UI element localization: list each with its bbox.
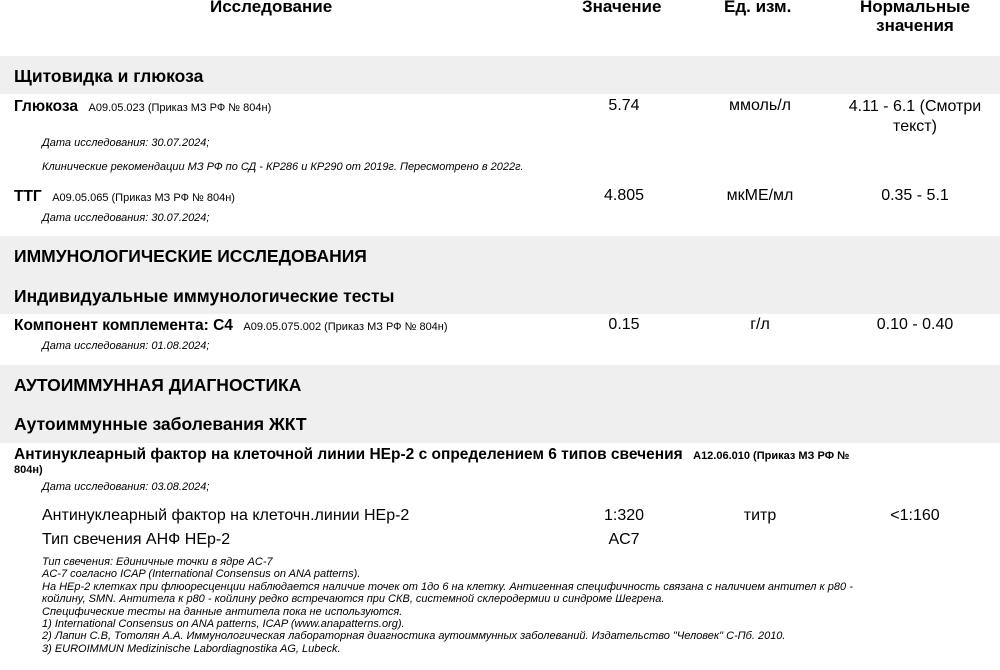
header-unit: Ед. изм. xyxy=(724,0,792,16)
header-test: Исследование xyxy=(210,0,333,16)
norm-glucose-line2: текст) xyxy=(893,118,937,135)
test-code-ana: A12.06.010 (Приказ МЗ РФ № xyxy=(693,450,850,462)
ana-row2-label: Тип свечения АНФ HEp-2 xyxy=(42,531,231,548)
comment-glucose: Клинические рекомендации МЗ РФ по СД - КР286 и КР290 от 2019г. Пересмотрено в 2022г. xyxy=(42,161,524,173)
unit-glucose: ммоль/л xyxy=(729,97,791,114)
ana-note: 2) Лапин С.В, Тотолян А.А. Иммунологическая лабораторная диагностика аутоиммунных заболеваний. Издательство "Человек" С-Пб. 2010. xyxy=(42,630,786,643)
ana-note: На HEp-2 клетках при флюоресценции наблюдается наличие точек от 1до 6 на клетку. Антигенная специфичность связана с наличием антител к p80 - xyxy=(42,580,853,593)
test-code-ana-line2: 804н) xyxy=(14,464,43,476)
norm-glucose-line1: 4.11 - 6.1 (Смотри xyxy=(848,98,982,115)
unit-c4: г/л xyxy=(750,316,770,333)
norm-tsh: 0.35 - 5.1 xyxy=(881,187,949,204)
ana-note: Тип свечения: Единичные точки в ядре AC-7 xyxy=(42,556,273,568)
test-code-c4: A09.05.075.002 (Приказ МЗ РФ № 804н) xyxy=(243,321,448,333)
ana-notes xyxy=(42,556,853,655)
date-ana: Дата исследования: 03.08.2024; xyxy=(42,481,210,493)
section-subtitle-autoimmune: Аутоиммунные заболевания ЖКТ xyxy=(14,414,307,434)
value-glucose: 5.74 xyxy=(608,97,640,114)
section-title-immuno: ИММУНОЛОГИЧЕСКИЕ ИССЛЕДОВАНИЯ xyxy=(14,246,367,266)
ana-row1-label: Антинуклеарный фактор на клеточн.линии HEp-2 xyxy=(42,507,410,524)
unit-tsh: мкМЕ/мл xyxy=(726,187,794,204)
test-name-glucose: Глюкоза xyxy=(14,98,79,115)
ana-row2-value: AC7 xyxy=(608,531,640,548)
test-name-c4: Компонент комплемента: C4 xyxy=(14,317,233,334)
norm-glucose xyxy=(830,97,1000,137)
ana-row1-value: 1:320 xyxy=(603,507,645,524)
test-code-glucose: A09.05.023 (Приказ МЗ РФ № 804н) xyxy=(88,102,272,114)
norm-c4: 0.10 - 0.40 xyxy=(876,316,954,333)
date-glucose: Дата исследования: 30.07.2024; xyxy=(42,137,210,149)
test-code-tsh: A09.05.065 (Приказ МЗ РФ № 804н) xyxy=(52,192,235,204)
test-name-tsh: ТТГ xyxy=(14,188,42,205)
test-glucose xyxy=(14,98,271,116)
ana-note: Специфические тесты на данные антитела пока не используются. xyxy=(42,605,403,618)
ana-note: койлину, SMN. Антитела к p80 - койлину редко встречаются при СКВ, системной склеродермии и синдроме Шегрена. xyxy=(42,593,665,606)
date-c4: Дата исследования: 01.08.2024; xyxy=(42,340,210,352)
ana-row1-norm: <1:160 xyxy=(890,507,940,524)
header-norm xyxy=(840,0,990,35)
ana-note: 1) International Consensus on ANA patterns, ICAP (www.anapatterns.org). xyxy=(42,618,405,631)
test-name-ana: Антинуклеарный фактор на клеточной линии HEp-2 с определением 6 типов свечения xyxy=(14,446,683,463)
section-title-thyroid: Щитовидка и глюкоза xyxy=(14,66,204,86)
section-subtitle-immuno: Индивидуальные иммунологические тесты xyxy=(14,286,395,306)
test-ana xyxy=(14,446,849,464)
test-tsh xyxy=(14,188,235,206)
value-c4: 0.15 xyxy=(608,316,640,333)
header-value: Значение xyxy=(582,0,662,16)
test-c4 xyxy=(14,317,448,335)
header-norm-line1: Нормальные xyxy=(859,0,971,16)
ana-note: 3) EUROIMMUN Medizinische Labordiagnostika AG, Lubeck. xyxy=(42,642,341,655)
ana-row1-unit: титр xyxy=(743,507,777,524)
date-tsh: Дата исследования: 30.07.2024; xyxy=(42,212,210,224)
ana-note: AC-7 согласно ICAP (International Consensus on ANA patterns). xyxy=(42,568,361,581)
section-title-autoimmune: АУТОИММУННАЯ ДИАГНОСТИКА xyxy=(14,375,302,395)
header-norm-line2: значения xyxy=(876,16,954,35)
value-tsh: 4.805 xyxy=(603,187,645,204)
